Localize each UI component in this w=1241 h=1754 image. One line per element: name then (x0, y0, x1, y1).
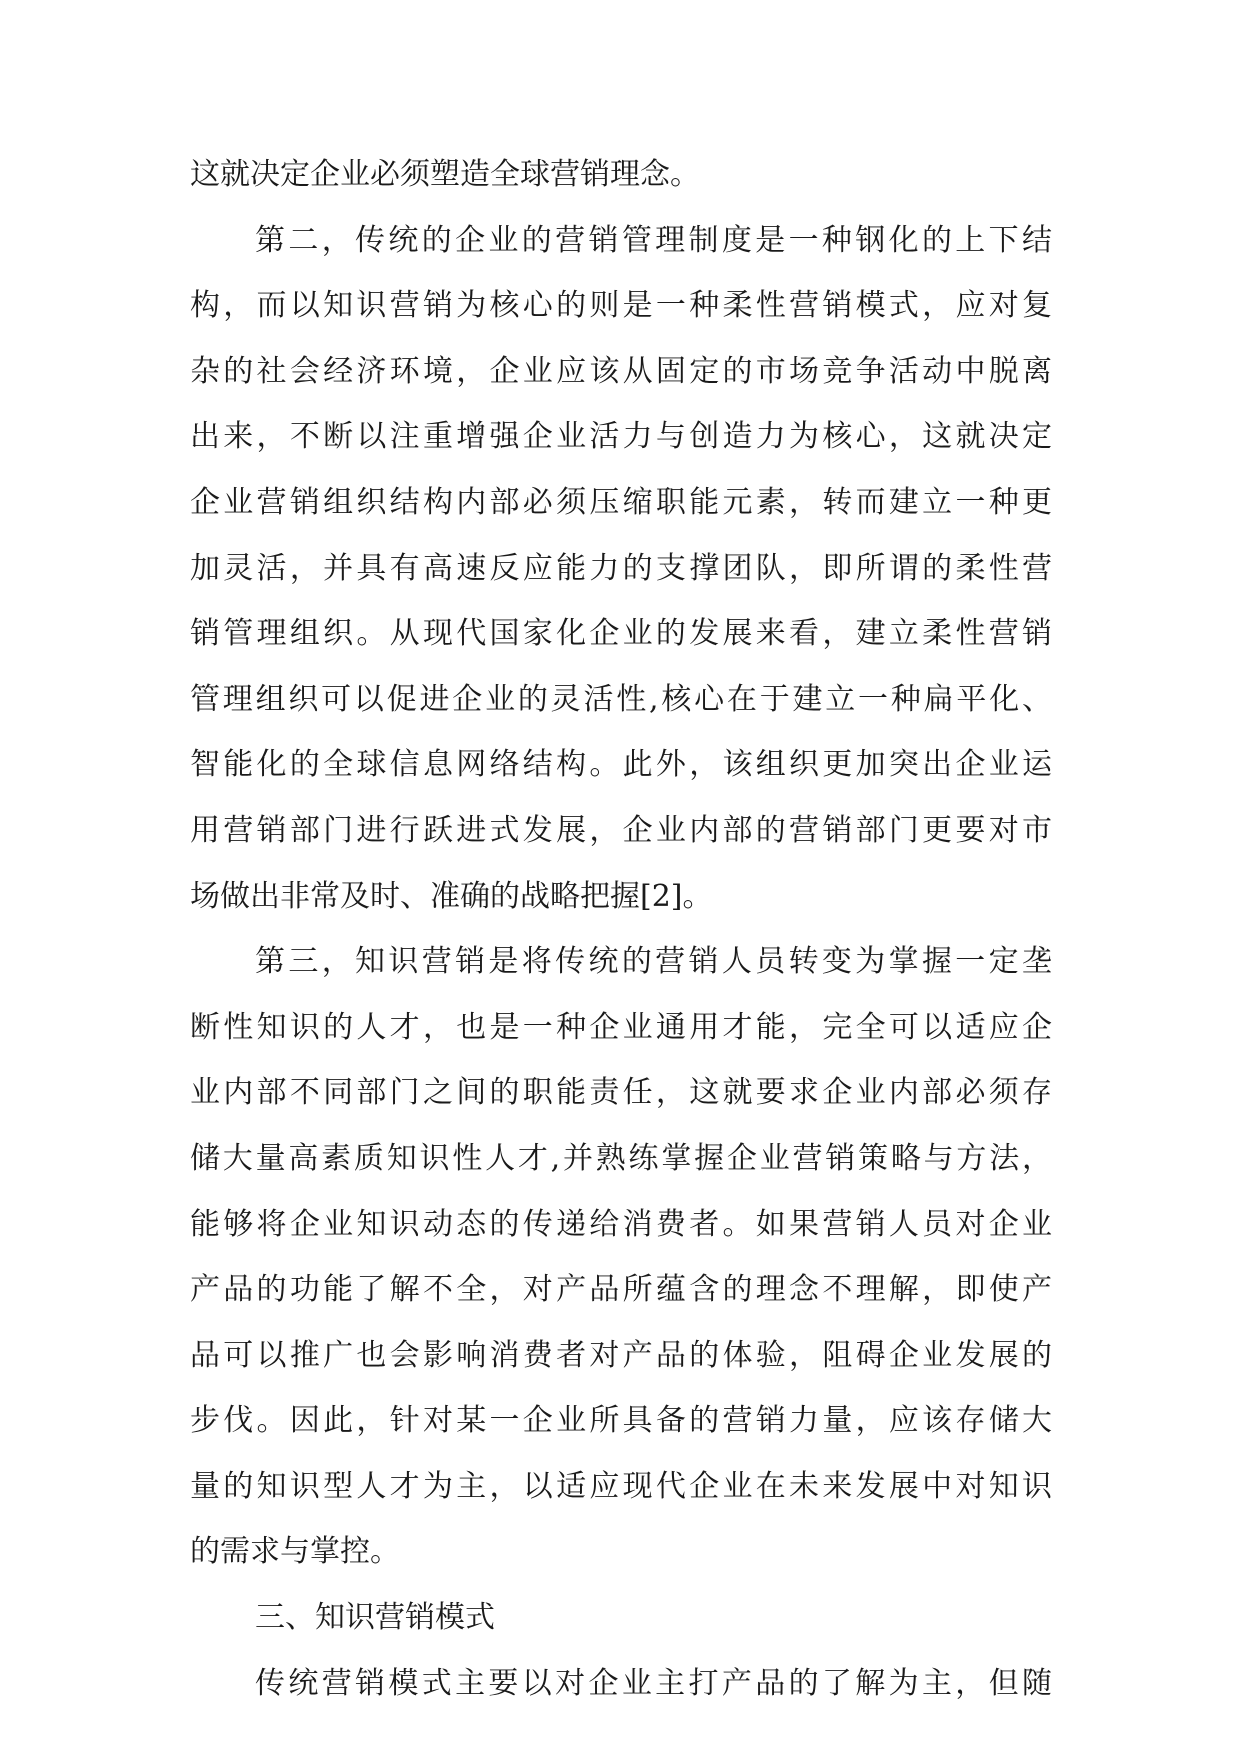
document-body (190, 155, 1052, 1729)
text-line: 管理组织可以促进企业的灵活性,核心在于建立一种扁平化、 (190, 681, 1052, 717)
text-line: 加灵活，并具有高速反应能力的支撑团队，即所谓的柔性营 (190, 550, 1052, 586)
text-line: 场做出非常及时、准确的战略把握[2]。 (190, 878, 713, 914)
text-line: 步伐。因此，针对某一企业所具备的营销力量，应该存储大 (190, 1403, 1052, 1439)
text-line: 第三，知识营销是将传统的营销人员转变为掌握一定垄 (255, 944, 1052, 980)
text-line: 这就决定企业必须塑造全球营销理念。 (190, 157, 700, 192)
text-line: 量的知识型人才为主，以适应现代企业在未来发展中对知识 (190, 1468, 1052, 1504)
text-line: 智能化的全球信息网络结构。此外，该组织更加突出企业运 (190, 747, 1052, 783)
text-line: 杂的社会经济环境，企业应该从固定的市场竞争活动中脱离 (190, 353, 1052, 389)
text-line: 产品的功能了解不全，对产品所蕴含的理念不理解，即使产 (190, 1272, 1052, 1308)
text-line: 企业营销组织结构内部必须压缩职能元素，转而建立一种更 (190, 484, 1052, 520)
text-line: 断性知识的人才，也是一种企业通用才能，完全可以适应企 (190, 1009, 1052, 1045)
text-line: 构，而以知识营销为核心的则是一种柔性营销模式，应对复 (190, 288, 1052, 324)
text-line: 能够将企业知识动态的传递给消费者。如果营销人员对企业 (190, 1206, 1052, 1242)
text-line: 传统营销模式主要以对企业主打产品的了解为主，但随 (255, 1665, 1052, 1701)
text-line: 销管理组织。从现代国家化企业的发展来看，建立柔性营销 (190, 616, 1052, 652)
text-line: 第二，传统的企业的营销管理制度是一种钢化的上下结 (255, 222, 1052, 258)
text-line: 的需求与掌控。 (190, 1534, 400, 1570)
text-line: 出来，不断以注重增强企业活力与创造力为核心，这就决定 (190, 419, 1052, 455)
text-line: 业内部不同部门之间的职能责任，这就要求企业内部必须存 (190, 1075, 1052, 1111)
text-line: 用营销部门进行跃进式发展，企业内部的营销部门更要对市 (190, 812, 1052, 848)
text-line: 储大量高素质知识性人才,并熟练掌握企业营销策略与方法， (190, 1140, 1052, 1176)
text-line: 品可以推广也会影响消费者对产品的体验，阻碍企业发展的 (190, 1337, 1052, 1373)
text-line: 三、知识营销模式 (255, 1600, 495, 1636)
